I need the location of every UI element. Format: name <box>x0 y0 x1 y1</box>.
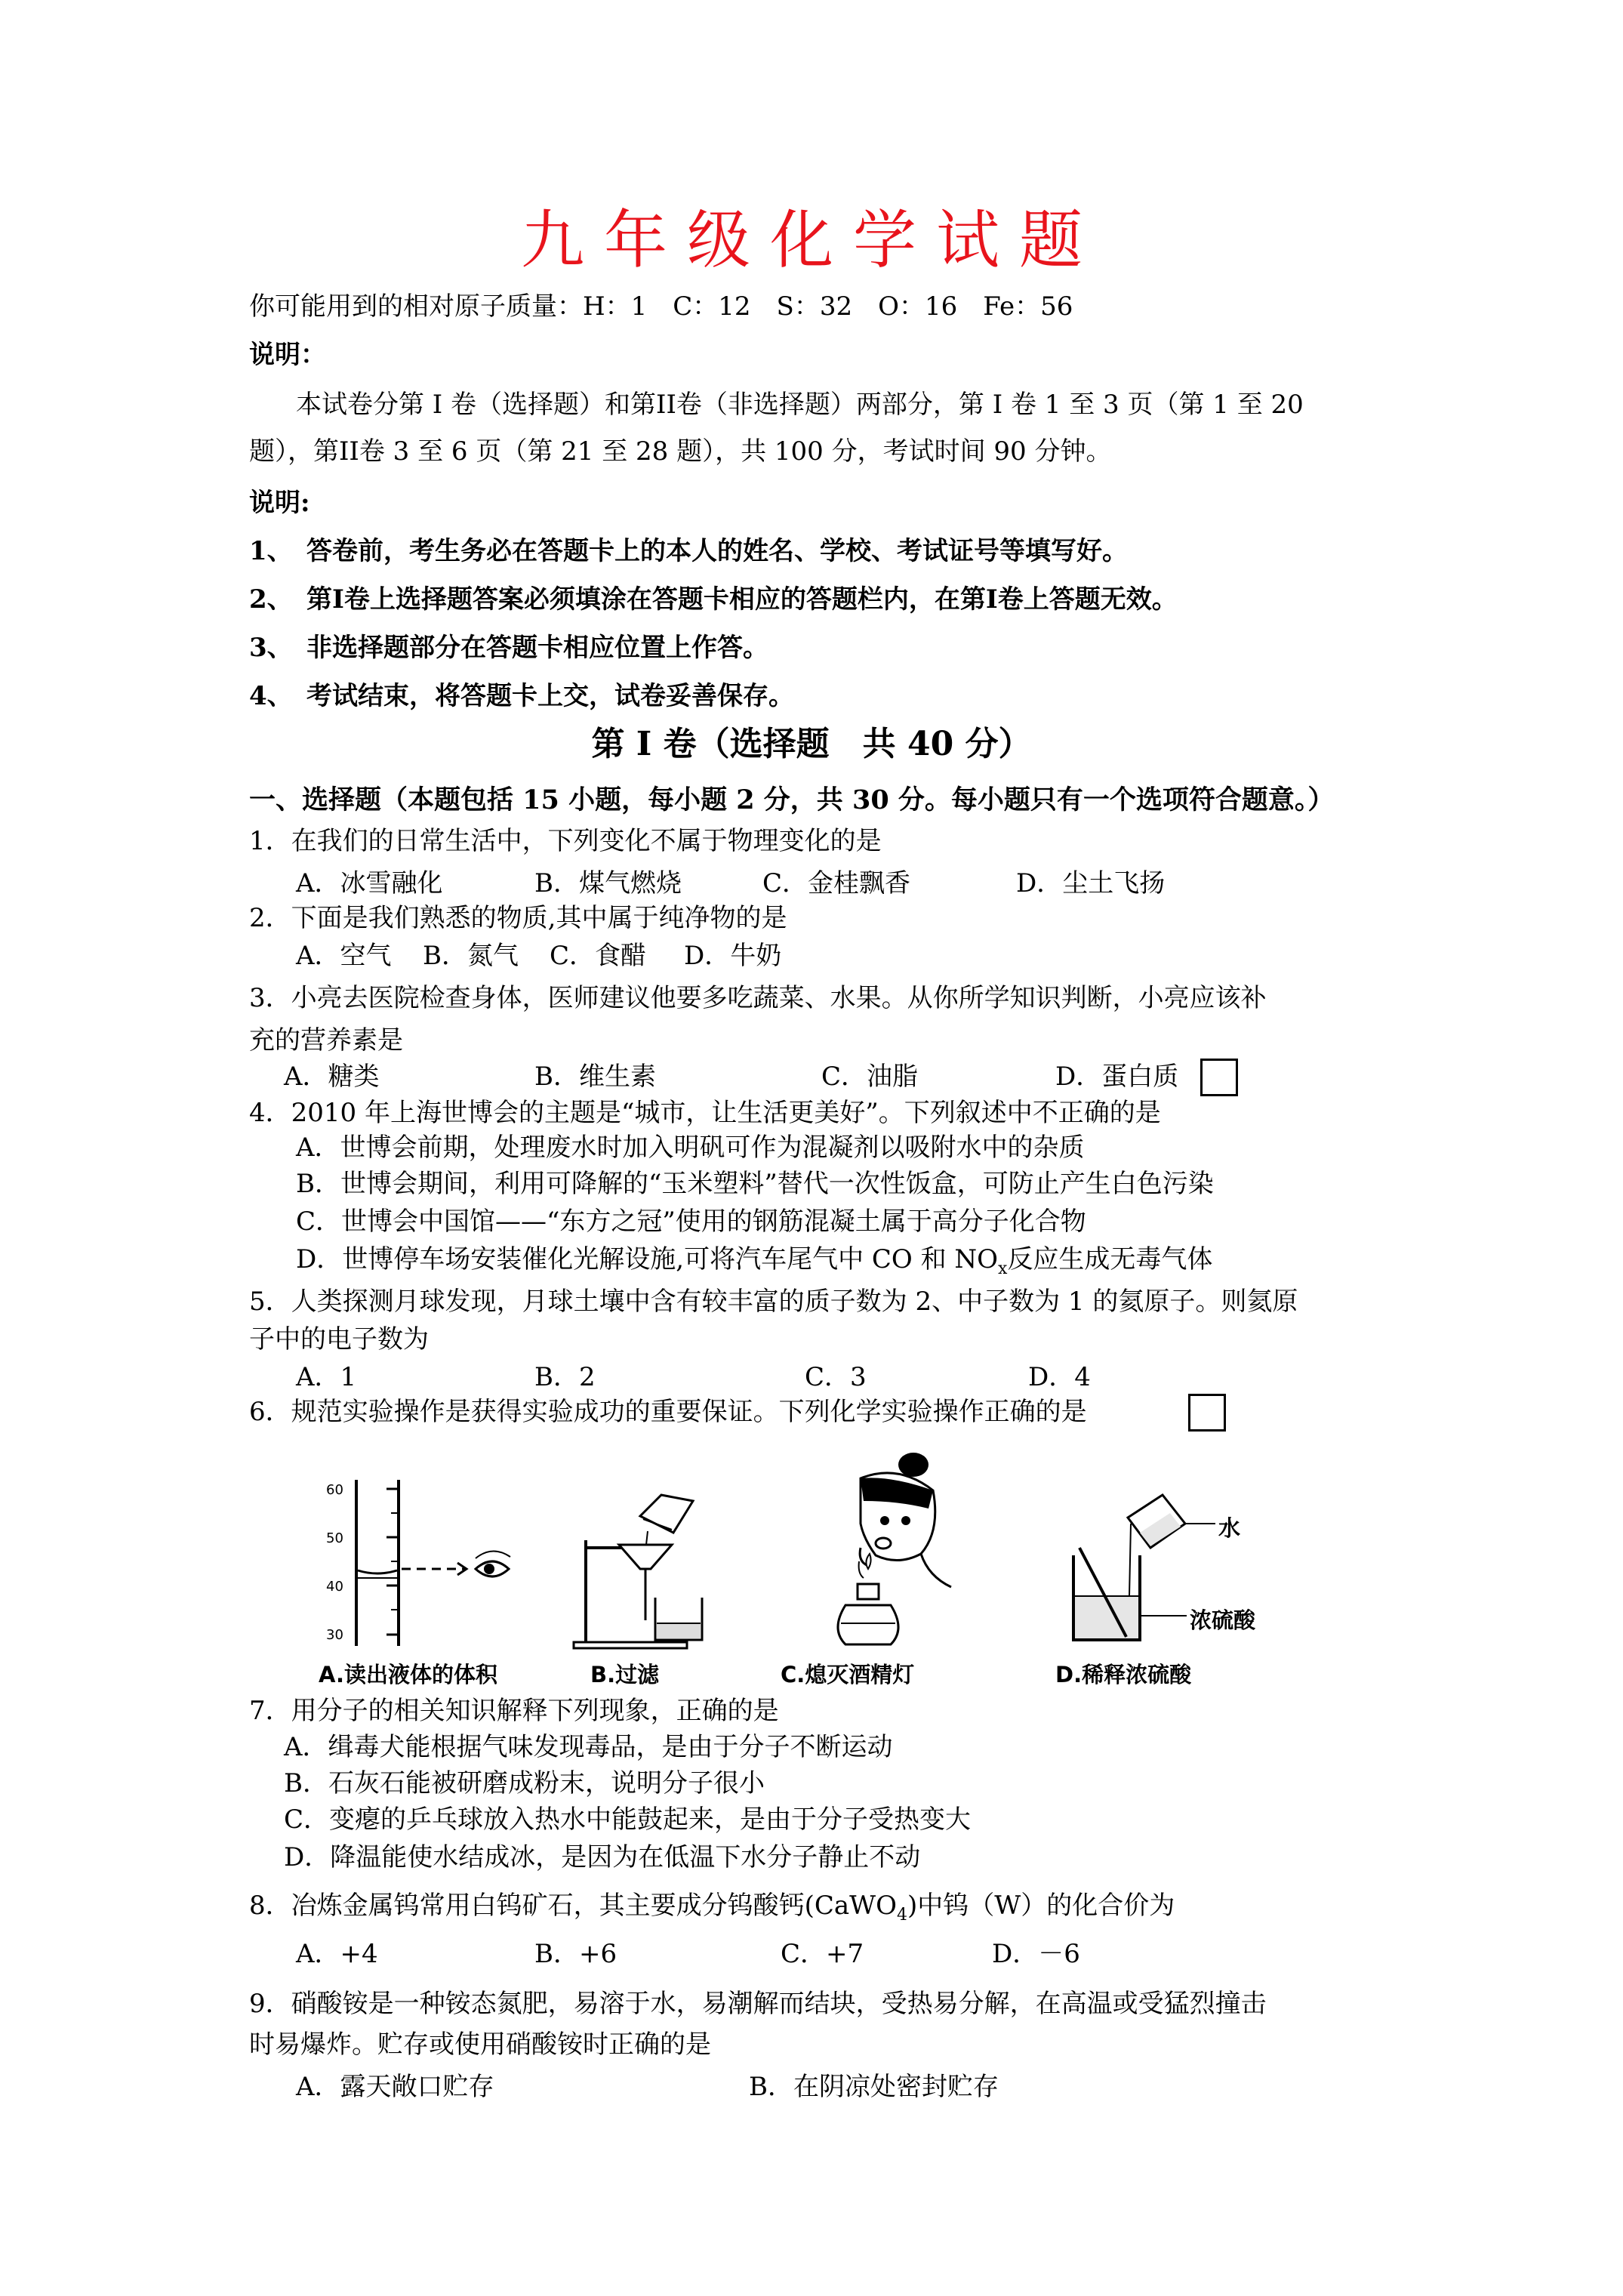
option: A．空气 <box>296 941 392 971</box>
question-stem: 时易爆炸。贮存或使用硝酸铵时正确的是 <box>249 2029 711 2060</box>
tick-label: 60 <box>326 1482 343 1498</box>
instruction-number: 4、 <box>249 681 293 711</box>
option: D．尘土飞扬 <box>1016 868 1166 898</box>
note-label: 说明： <box>249 340 326 370</box>
atomic-masses: 你可能用到的相对原子质量：H：1 C：12 S：32 O：16 Fe：56 <box>249 291 1073 322</box>
question-stem: 充的营养素是 <box>249 1025 403 1056</box>
question-stem: 6．规范实验操作是获得实验成功的重要保证。下列化学实验操作正确的是 <box>249 1397 1087 1427</box>
option: D．4 <box>1028 1362 1091 1392</box>
note-paragraph-line-1: 本试卷分第 I 卷（选择题）和第II卷（非选择题）两部分，第 I 卷 1 至 3 页（第 1 至 20 <box>296 390 1304 420</box>
instruction-number: 2、 <box>249 584 293 615</box>
cylinder-reading-diagram <box>317 1472 544 1653</box>
option: C．变瘪的乒乓球放入热水中能鼓起来，是由于分子受热变大 <box>284 1804 972 1835</box>
figure-caption: B.过滤 <box>590 1662 660 1687</box>
note-label: 说明: <box>249 488 310 518</box>
option: A．+4 <box>296 1939 378 1969</box>
option: D．牛奶 <box>684 941 782 971</box>
answer-box[interactable] <box>1200 1059 1238 1096</box>
stem-text: )中钨（W）的化合价为 <box>907 1891 1175 1921</box>
stem-text: 8．冶炼金属钨常用白钨矿石，其主要成分钨酸钙(CaWO <box>249 1891 898 1921</box>
question-stem: 7．用分子的相关知识解释下列现象，正确的是 <box>249 1696 779 1726</box>
tick-label: 50 <box>326 1530 343 1546</box>
question-stem: 子中的电子数为 <box>249 1324 429 1354</box>
option: A．露天敞口贮存 <box>296 2072 494 2102</box>
instruction-text: 考试结束，将答题卡上交，试卷妥善保存。 <box>306 681 794 711</box>
option: A．糖类 <box>284 1062 380 1092</box>
option: B．世博会期间，利用可降解的“玉米塑料”替代一次性饭盒，可防止产生白色污染 <box>296 1169 1214 1199</box>
instruction-text: 第I卷上选择题答案必须填涂在答题卡相应的答题栏内，在第I卷上答题无效。 <box>306 584 1178 615</box>
option: B．煤气燃烧 <box>534 868 682 898</box>
option: B．石灰石能被研磨成粉末，说明分子很小 <box>284 1768 765 1798</box>
option: A．1 <box>296 1362 357 1392</box>
question-stem: 9．硝酸铵是一种铵态氮肥，易溶于水，易潮解而结块，受热易分解，在高温或受猛烈撞击 <box>249 1989 1267 2019</box>
option: C．食醋 <box>550 941 647 971</box>
alcohol-lamp-diagram <box>785 1448 981 1652</box>
tick-label: 30 <box>326 1627 343 1643</box>
option: A．冰雪融化 <box>296 868 443 898</box>
option: D．－6 <box>992 1939 1080 1969</box>
option: B．2 <box>534 1362 596 1392</box>
option-text: D．世博停车场安装催化光解设施,可将汽车尾气中 CO 和 NO <box>296 1244 999 1274</box>
figure-caption: A.读出液体的体积 <box>319 1662 497 1687</box>
option: A．缉毒犬能根据气味发现毒品，是由于分子不断运动 <box>284 1732 893 1762</box>
option: C．世博会中国馆——“东方之冠”使用的钢筋混凝土属于高分子化合物 <box>296 1207 1086 1237</box>
label-acid: 浓硫酸 <box>1190 1607 1256 1633</box>
instruction-text: 非选择题部分在答题卡相应位置上作答。 <box>306 633 768 663</box>
option: C．油脂 <box>821 1062 919 1092</box>
option: C．3 <box>805 1362 867 1392</box>
option: A．世博会前期，处理废水时加入明矾可作为混凝剂以吸附水中的杂质 <box>296 1133 1085 1163</box>
question-stem: 2．下面是我们熟悉的物质,其中属于纯净物的是 <box>249 903 787 933</box>
option: C．+7 <box>781 1939 864 1969</box>
option: B．在阴凉处密封贮存 <box>749 2072 999 2102</box>
instruction-number: 3、 <box>249 633 293 663</box>
tick-label: 40 <box>326 1579 343 1595</box>
filtration-diagram <box>559 1472 755 1653</box>
instruction-text: 答卷前，考生务必在答题卡上的本人的姓名、学校、考试证号等填写好。 <box>306 536 1128 566</box>
section-title: 第 I 卷（选择题 共 40 分） <box>591 725 1032 763</box>
option: D．蛋白质 <box>1055 1062 1179 1092</box>
question-stem: 3．小亮去医院检查身体，医师建议他要多吃蔬菜、水果。从你所学知识判断，小亮应该补 <box>249 983 1267 1013</box>
answer-box[interactable] <box>1188 1394 1226 1432</box>
option: D．降温能使水结成冰，是因为在低温下水分子静止不动 <box>284 1842 921 1872</box>
instruction-number: 1、 <box>249 536 293 566</box>
option: C．金桂飘香 <box>762 868 911 898</box>
figure-caption: D.稀释浓硫酸 <box>1055 1662 1192 1687</box>
question-stem <box>249 1889 1175 1932</box>
part-heading: 一、选择题（本题包括 15 小题，每小题 2 分，共 30 分。每小题只有一个选项符合题意。） <box>249 784 1335 815</box>
note-paragraph-line-2: 题），第II卷 3 至 6 页（第 21 至 28 题），共 100 分，考试时间 90 分钟。 <box>249 436 1112 467</box>
option: B．维生素 <box>534 1062 656 1092</box>
option <box>296 1243 1212 1286</box>
question-stem: 5．人类探测月球发现，月球土壤中含有较丰富的质子数为 2、中子数为 1 的氦原子。则氦原 <box>249 1287 1298 1317</box>
page-title: 九年级化学试题 <box>520 203 1102 277</box>
option-text: 反应生成无毒气体 <box>1007 1244 1213 1274</box>
label-water: 水 <box>1218 1515 1241 1541</box>
subscript: x <box>998 1259 1008 1278</box>
figure-caption: C.熄灭酒精灯 <box>781 1662 915 1687</box>
option: B．氮气 <box>423 941 519 971</box>
subscript: 4 <box>897 1905 908 1925</box>
question-stem: 4．2010 年上海世博会的主题是“城市，让生活更美好”。下列叙述中不正确的是 <box>249 1098 1161 1128</box>
option: B．+6 <box>534 1939 617 1969</box>
question-stem: 1．在我们的日常生活中，下列变化不属于物理变化的是 <box>249 826 882 856</box>
